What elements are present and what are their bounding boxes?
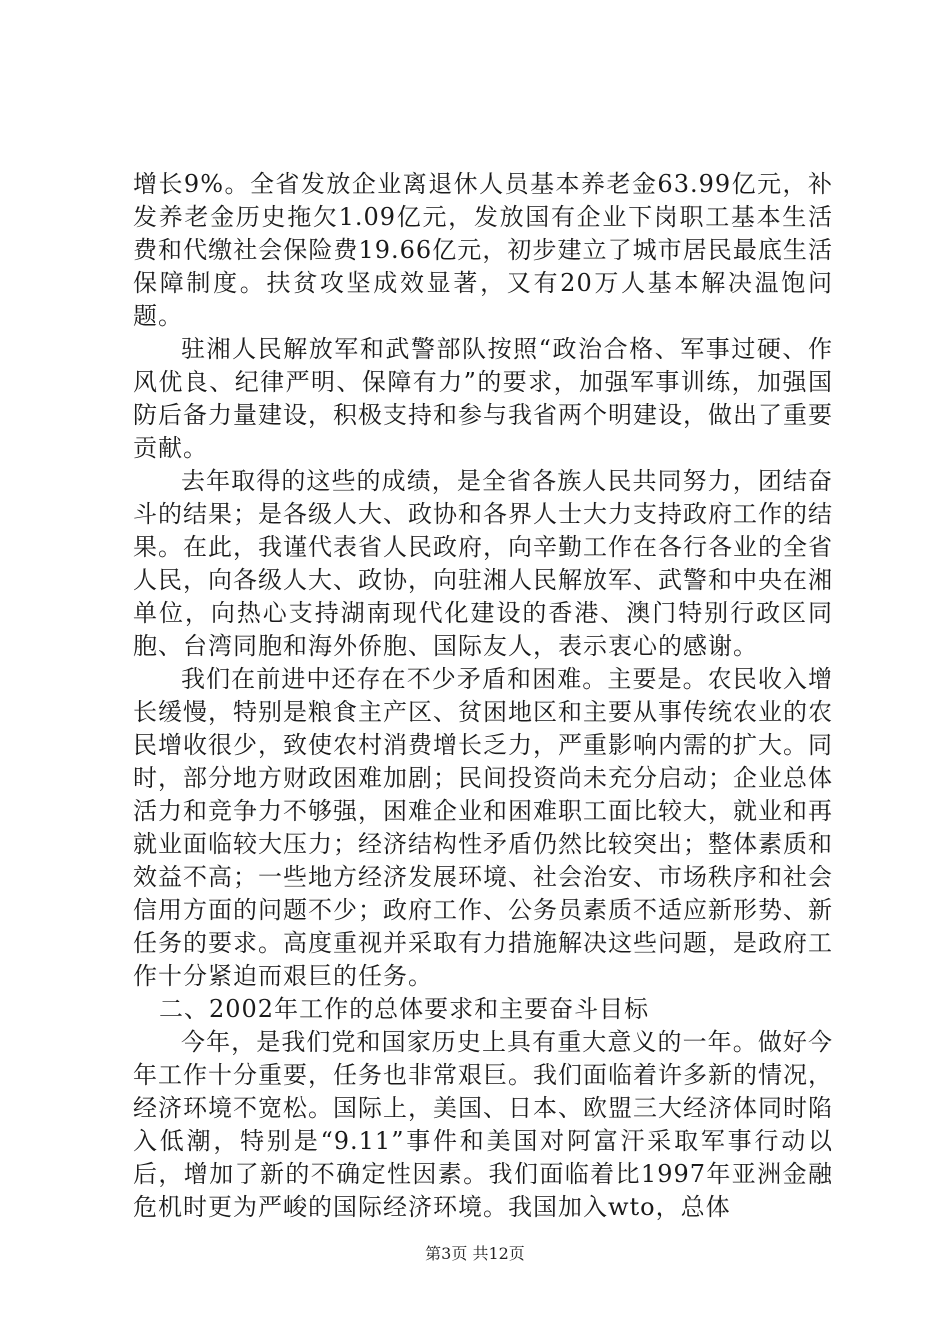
paragraph-acknowledgements: 去年取得的这些的成绩，是全省各族人民共同努力，团结奋斗的结果；是各级人大、政协和各界人士大力支持政府工作的结果。在此，我谨代表省人民政府，向辛勤工作在各行各业的全省人民，向各级人大、政协，向驻湘人民解放军、武警和中央在湘单位，向热心支持湖南现代化建设的香港、澳门特别行政区同胞、台湾同胞和海外侨胞、国际友人，表示衷心的感谢。: [133, 467, 833, 660]
paragraph-pension-figures: 增长9%。全省发放企业离退休人员基本养老金63.99亿元，补发养老金历史拖欠1.09亿元，发放国有企业下岗职工基本生活费和代缴社会保险费19.66亿元，初步建立了城市居民最底生活保障制度。扶贫攻坚成效显著，又有20万人基本解决温饱问题。: [133, 170, 833, 330]
paragraph-this-year: 今年，是我们党和国家历史上具有重大意义的一年。做好今年工作十分重要，任务也非常艰巨。我们面临着许多新的情况，经济环境不宽松。国际上，美国、日本、欧盟三大经济体同时陷入低潮，特别是“9.11”事件和美国对阿富汗采取军事行动以后，增加了新的不确定性因素。我们面临着比1997年亚洲金融危机时更为严峻的国际经济环境。我国加入wto，总体: [133, 1028, 833, 1221]
section-heading: 二、2002年工作的总体要求和主要奋斗目标: [159, 995, 650, 1023]
paragraph-army-contribution: 驻湘人民解放军和武警部队按照“政治合格、军事过硬、作风优良、纪律严明、保障有力”的要求，加强军事训练，加强国防后备力量建设，积极支持和参与我省两个明建设，做出了重要贡献。: [133, 335, 833, 462]
paragraph-problems: 我们在前进中还存在不少矛盾和困难。主要是。农民收入增长缓慢，特别是粮食主产区、贫困地区和主要从事传统农业的农民增收很少，致使农村消费增长乏力，严重影响内需的扩大。同时，部分地方财政困难加剧；民间投资尚未充分启动；企业总体活力和竞争力不够强，困难企业和困难职工面比较大，就业和再就业面临较大压力；经济结构性矛盾仍然比较突出；整体素质和效益不高；一些地方经济发展环境、社会治安、市场秩序和社会信用方面的问题不少；政府工作、公务员素质不适应新形势、新任务的要求。高度重视并采取有力措施解决这些问题，是政府工作十分紧迫而艰巨的任务。: [133, 665, 833, 990]
page-number-footer: 第3页 共12页: [425, 1244, 525, 1263]
document-body: [133, 168, 833, 1224]
